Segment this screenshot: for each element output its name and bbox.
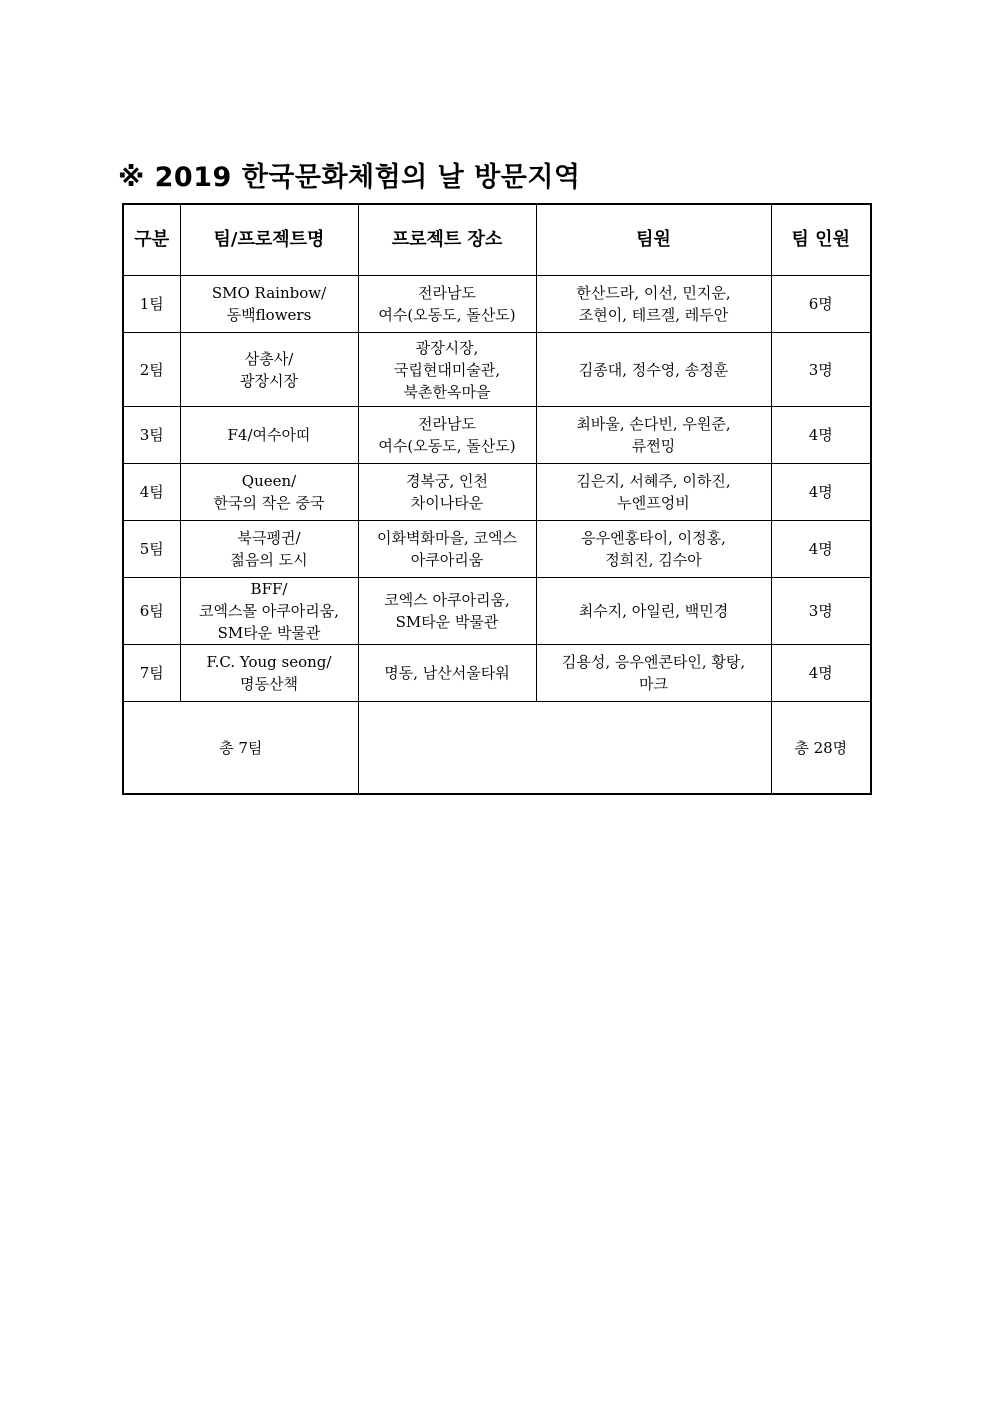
place-cell	[358, 464, 536, 521]
members-line: 김용성, 응우엔콘타인, 황탕,	[561, 653, 746, 671]
table-row	[123, 464, 871, 521]
header-count: 팀 인원	[771, 204, 871, 276]
place-cell	[358, 521, 536, 578]
project-line: 한국의 작은 중국	[213, 494, 325, 512]
count-cell: 4명	[771, 645, 871, 702]
members-line: 최수지, 아일린, 백민경	[578, 602, 729, 620]
place-line: 광장시장,	[415, 338, 479, 357]
members-line: 류쩐밍	[631, 437, 676, 455]
count-cell: 6명	[771, 276, 871, 333]
project-cell	[180, 464, 358, 521]
members-line: 한산드라, 이선, 민지운,	[576, 284, 731, 302]
project-line: 삼총사/	[244, 349, 294, 368]
count-cell: 4명	[771, 464, 871, 521]
project-line: F.C. Youg seong/	[206, 653, 332, 671]
place-cell	[358, 645, 536, 702]
project-line: 동백flowers	[226, 306, 312, 324]
table-row	[123, 645, 871, 702]
page-title: ※ 2019 한국문화체험의 날 방문지역	[118, 162, 581, 193]
table-row	[123, 521, 871, 578]
members-line: 응우엔홍타이, 이정홍,	[581, 529, 726, 547]
place-line: 전라남도	[418, 284, 476, 302]
table-row	[123, 333, 871, 407]
header-place: 프로젝트 장소	[358, 204, 536, 276]
project-cell	[180, 276, 358, 333]
total-people-cell: 총 28명	[771, 702, 871, 795]
count-cell: 4명	[771, 521, 871, 578]
group-cell: 4팀	[123, 464, 180, 521]
place-cell	[358, 407, 536, 464]
place-line: 여수(오동도, 돌산도)	[378, 437, 516, 455]
members-line: 마크	[639, 675, 668, 693]
place-line: SM타운 박물관	[395, 613, 499, 631]
members-line: 누엔프엉비	[617, 494, 690, 512]
group-cell: 7팀	[123, 645, 180, 702]
project-cell	[180, 407, 358, 464]
header-members: 팀원	[536, 204, 771, 276]
project-line: SMO Rainbow/	[211, 284, 327, 302]
project-line: 광장시장	[240, 371, 298, 390]
members-cell	[536, 578, 771, 645]
visit-table	[122, 203, 872, 795]
project-cell	[180, 333, 358, 407]
members-line: 정희진, 김수아	[605, 551, 702, 569]
members-cell	[536, 333, 771, 407]
project-line: 명동산책	[240, 675, 298, 693]
group-cell: 2팀	[123, 333, 180, 407]
members-line: 김종대, 정수영, 송정훈	[578, 360, 729, 379]
place-cell	[358, 578, 536, 645]
header-row	[123, 204, 871, 276]
members-cell	[536, 407, 771, 464]
place-line: 차이나타운	[410, 494, 484, 512]
place-line: 북촌한옥마을	[403, 382, 491, 401]
group-cell: 5팀	[123, 521, 180, 578]
group-cell: 6팀	[123, 578, 180, 645]
members-cell	[536, 645, 771, 702]
project-cell	[180, 578, 358, 645]
place-line: 경복궁, 인천	[406, 472, 488, 490]
place-cell	[358, 276, 536, 333]
place-cell	[358, 333, 536, 407]
count-cell: 3명	[771, 578, 871, 645]
table-row	[123, 407, 871, 464]
place-line: 국립현대미술관,	[393, 360, 501, 379]
members-cell	[536, 276, 771, 333]
project-line: F4/여수아띠	[227, 426, 311, 444]
project-line: 젊음의 도시	[230, 551, 308, 569]
header-project: 팀/프로젝트명	[180, 204, 358, 276]
members-line: 김은지, 서혜주, 이하진,	[576, 472, 731, 490]
total-row	[123, 702, 871, 795]
project-line: 북극펭귄/	[237, 529, 301, 547]
group-cell: 3팀	[123, 407, 180, 464]
members-cell	[536, 464, 771, 521]
place-line: 명동, 남산서울타워	[384, 664, 510, 682]
total-teams-cell: 총 7팀	[123, 702, 358, 795]
place-line: 코엑스 아쿠아리움,	[384, 591, 510, 609]
total-empty-cell	[358, 702, 771, 795]
count-cell: 3명	[771, 333, 871, 407]
place-line: 여수(오동도, 돌산도)	[378, 306, 516, 324]
project-line: BFF/	[250, 580, 288, 598]
place-line: 전라남도	[418, 415, 476, 433]
count-cell: 4명	[771, 407, 871, 464]
header-group: 구분	[123, 204, 180, 276]
place-line: 이화벽화마을, 코엑스	[377, 529, 517, 547]
project-cell	[180, 521, 358, 578]
project-line: 코엑스몰 아쿠아리움,	[199, 602, 339, 620]
place-line: 아쿠아리움	[410, 551, 484, 569]
group-cell: 1팀	[123, 276, 180, 333]
project-line: Queen/	[241, 472, 297, 490]
members-line: 조현이, 테르겔, 레두안	[578, 306, 729, 324]
project-line: SM타운 박물관	[217, 624, 321, 642]
members-cell	[536, 521, 771, 578]
table-row	[123, 578, 871, 645]
project-cell	[180, 645, 358, 702]
table-row	[123, 276, 871, 333]
members-line: 최바울, 손다빈, 우원준,	[576, 415, 731, 433]
